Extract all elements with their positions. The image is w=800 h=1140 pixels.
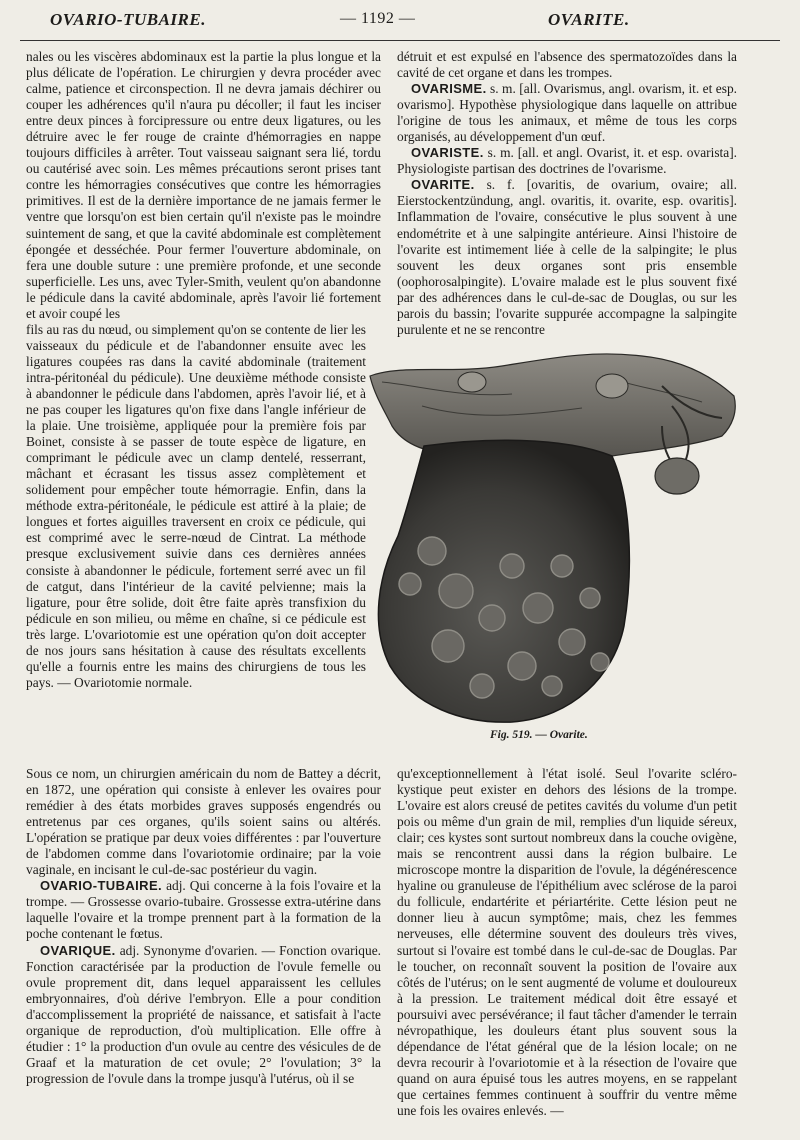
right-column-bottom bbox=[397, 766, 737, 1119]
headword-ovarite: OVARITE. bbox=[411, 177, 475, 193]
entry-ovarique bbox=[26, 943, 381, 1087]
figure-caption: Fig. 519. — Ovarite. bbox=[490, 729, 588, 741]
headword-ovario-tubaire: OVARIO-TUBAIRE. bbox=[40, 878, 163, 894]
running-head-left: OVARIO-TUBAIRE. bbox=[50, 10, 206, 29]
entry-ovariste bbox=[397, 145, 737, 177]
paragraph-adhesions: nales ou les viscères abdominaux est la partie la plus longue et la plus délicate de l'opération. Le chirurgien y devra procéder avec calme, patience et circonspection. Il ne devra jamais déchirer ou couper les adhérences qu'il n'aura pu décoller; il faut les inciser entre deux pinces à forcipressure ou entre deux ligatures, ou les détruire avec le fer rouge de crainte d'hémorragies en nappe toujours difficiles à arrêter. Tout vaisseau saignant sera lié, tordu ou cautérisé avec soin. Les mêmes précautions seront prises tant contre les hémorragies consécutives que contre les hémorragies primitives. Il est de la dernière importance de ne jamais fermer le ventre que lorsqu'on est bien certain qu'il n'existe pas le moindre suintement de sang, et que la cavité abdominale est complètement épongée et desséchée. Pour fermer l'ouverture abdominale, on fera une double suture : une première profonde, et une seconde superficielle. Les uns, avec Tyler-Smith, veulent qu'on abandonne le pédicule dans la cavité abdominale, après l'avoir lié fortement et avoir coupé les bbox=[26, 49, 381, 321]
definition-ovariste: s. m. [all. et angl. Ovarist, it. et esp. ovarista]. Physiologiste partisan des doctrines de l'ovarisme. bbox=[397, 145, 737, 177]
paragraph-continuation: détruit et est expulsé en l'absence des spermatozoïdes dans la cavité de cet organe et dans les trompes. bbox=[397, 49, 737, 81]
left-column-bottom bbox=[26, 766, 381, 1087]
entry-ovario-tubaire bbox=[26, 878, 381, 942]
paragraph-pedicle: fils au ras du nœud, ou simplement qu'on se contente de lier les vaisseaux du pédicule et de l'abandonner ensuite avec les ligatures coupées ras dans la cavité abdominale (traitement intra-péritonéal du pédicule). Une deuxième méthode consiste à abandonner le pédicule dans l'abdomen, après l'avoir lié, et à ne pas couper les ligatures qu'on fixe dans l'angle inférieur de la plaie. Une troisième, appliquée pour la première fois par Boinet, consiste à se passer de toute espèce de ligature, en comprimant le pédicule avec un clamp dentelé, resserrant, mâchant et écrasant les tissus assez complètement et solidement pour empêcher toute hémorragie. Enfin, dans la méthode extra-péritonéale, le pédicule est attiré à la plaie; de longues et fortes aiguilles traversent en croix ce pédicule, qui est comprimé avec le serre-nœud de Cintrat. La méthode presque exclusivement suivie dans ces dernières années consiste à abandonner le pédicule, fortement serré avec un fil de catgut, dans l'intérieur de la cavité pelvienne; mais la ligature, pour être solide, doit être faite après transfixion du pédicule en son milieu, ou même en chaîne, si ce pédicule est très large. L'ovariotomie est une opération qu'on doit accepter de nos jours sans hésitation à cause des résultats excellents qu'elle a fournis entre les mains des chirurgiens de tous les pays. — Ovariotomie normale. bbox=[26, 321, 366, 690]
paragraph-sclerocystic-ovarite: qu'exceptionnellement à l'état isolé. Seul l'ovarite scléro-kystique peut exister en dehors des lésions de la trompe. L'ovaire est alors creusé de petites cavités du volume d'un petit pois ou même d'un grain de mil, remplies d'un liquide séreux, clair; ces kystes sont surtout nombreux dans la couche ovigène, mais se rencontrent aussi dans la région bulbaire. Le microscope montre la disparition de l'ovule, la dégénérescence hyaline ou granuleuse de l'épithélium avec sclérose de la paroi du follicule, endartérite et périartérite. Cette lésion peut ne donner lieu à aucun symptôme; mais, chez les femmes nerveuses, elle détermine souvent des douleurs très vives, surtout si l'ovaire est tombé dans le cul-de-sac de Douglas. Par le toucher, on reconnaît souvent la position de l'ovaire aux côtés de l'utérus; on le sent augmenté de volume et douloureux à la pression. Le traitement médical doit être essayé et poursuivi avec persévérance; il faut tâcher d'amender le terrain névropathique, les douleurs étant plus souvent sous la dépendance de l'état général que de la lésion locale; on ne devra recourir à l'ovariotomie et à la résection de l'ovaire que quand on aura épuisé tous les autres moyens, en se rappelant que certaines femmes continuent à souffrir du ventre même une fois les ovaires enlevés. — bbox=[397, 766, 737, 1118]
running-head-right: OVARITE. bbox=[548, 10, 630, 29]
header-rule bbox=[20, 40, 780, 41]
page-number: — 1192 — bbox=[340, 10, 416, 27]
definition-ovarisme: s. m. [all. Ovarismus, angl. ovarism, it. et esp. ovarismo]. Hypothèse physiologique dans laquelle on attribue l'origine de tous les animaux, et même de tous les corps organisés, au développement d'un œuf. bbox=[397, 81, 737, 145]
left-column bbox=[26, 49, 381, 691]
paragraph-normal-ovariotomy: Sous ce nom, un chirurgien américain du nom de Battey a décrit, en 1872, une opération qui consiste à enlever les ovaires pour remédier à des états morbides graves supposés engendrés ou entretenus par ces organes, qu'ils soient sains ou altérés. L'opération se pratique par deux voies différentes : par l'ouverture de l'abdomen comme dans l'ovariotomie ordinaire; par la voie vaginale, en incisant le cul-de-sac postérieur du vagin. bbox=[26, 766, 381, 878]
definition-ovarite: s. f. [ovaritis, de ovarium, ovaire; all. Eierstockentzündung, angl. ovaritis, it. ovarite, esp. ovaritis]. Inflammation de l'ovaire, consécutive le plus souvent à une endométrite et à une salpingite antérieure. Ainsi l'histoire de l'ovarite est intimement liée à celle de la salpingite; le plus souvent les deux organes sont pris ensemble (oophorosalpingite). L'ovaire malade est le plus souvent fixé par des adhérences dans le cul-de-sac de Douglas, ou sur les parois du bassin; l'ovarite suppurée accompagne la salpingite purulente et ne se rencontre bbox=[397, 177, 737, 337]
headword-ovariste: OVARISTE. bbox=[411, 145, 484, 161]
definition-ovario-tubaire: adj. Qui concerne à la fois l'ovaire et la trompe. — Grossesse ovario-tubaire. Grossesse extra-utérine dans laquelle l'ovaire et la trompe prennent part à la formation de la poche contenant le fœtus. bbox=[26, 878, 381, 942]
entry-ovarisme bbox=[397, 81, 737, 145]
ovary-illustration bbox=[362, 346, 740, 728]
entry-ovarite bbox=[397, 177, 737, 337]
headword-ovarique: OVARIQUE. bbox=[40, 942, 116, 958]
definition-ovarique: adj. Synonyme d'ovarien. — Fonction ovarique. Fonction caractérisée par la production de l'ovule femelle ou ovule proprement dit, dans lequel apparaissent les cellules embryonnaires, d'où dérive l'embryon. Elle a pour condition d'accomplissement la propriété de naissance, et satisfait à l'acte organique de reproduction, d'où multiplication. Elle offre à étudier : 1° la production d'un ovule au centre des vésicules de de Graaf et la maturation de cet ovule; 2° l'ovulation; 3° la progression de l'ovule dans la trompe jusqu'à l'utérus, où il se bbox=[26, 942, 381, 1086]
right-column bbox=[397, 49, 737, 338]
headword-ovarisme: OVARISME. bbox=[411, 81, 487, 97]
